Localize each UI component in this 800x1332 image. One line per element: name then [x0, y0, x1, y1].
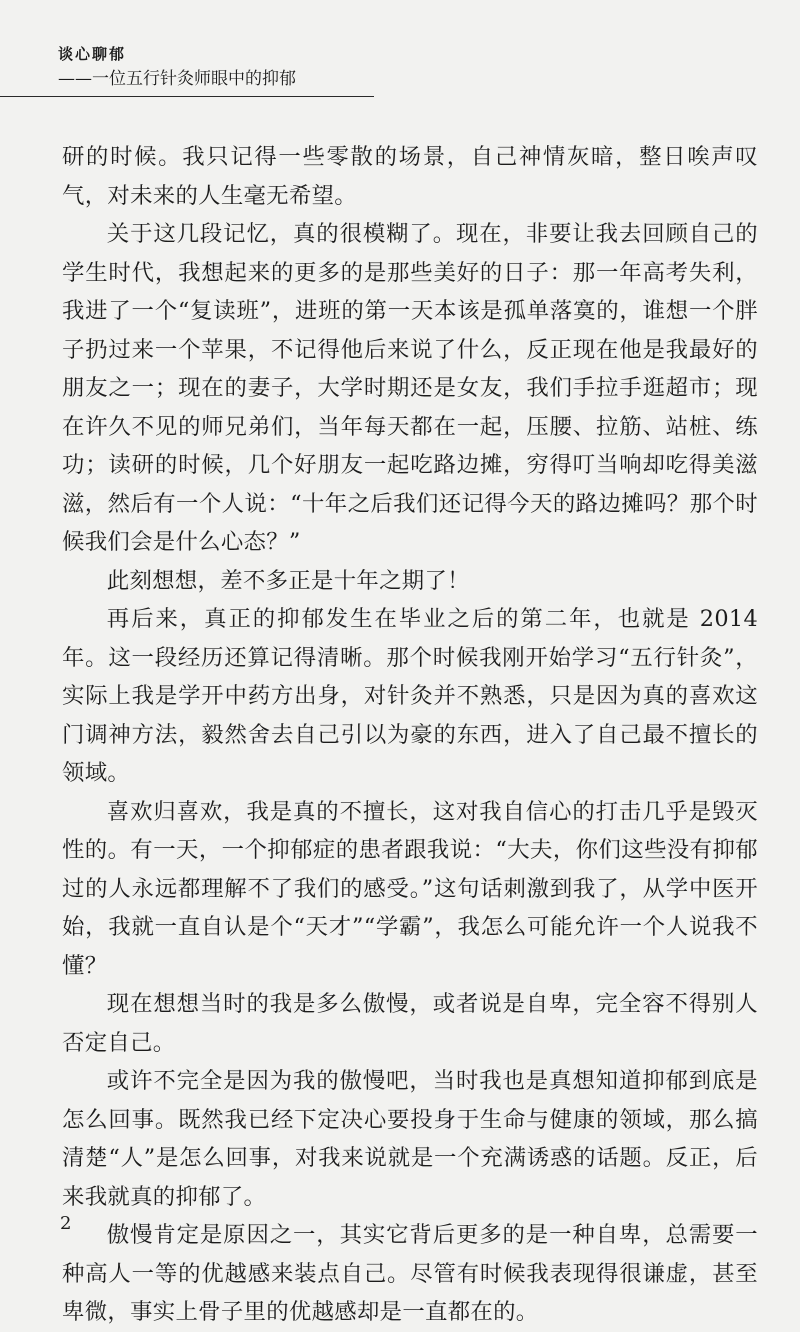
header-rule [0, 96, 374, 97]
book-subtitle: ——一位五行针灸师眼中的抑郁 [58, 69, 296, 89]
page-number: 2 [60, 1213, 72, 1234]
paragraph: 现在想想当时的我是多么傲慢，或者说是自卑，完全容不得别人否定自己。 [62, 991, 758, 1056]
paragraph: 再后来，真正的抑郁发生在毕业之后的第二年，也就是 2014 年。这一段经历还算记得清晰。那个时候我刚开始学习“五行针灸”，实际上我是学开中药方出身，对针灸并不熟悉，只是因为真的喜欢这门调神方法，毅然舍去自己引以为豪的东西，进入了自己最不擅长的领域。 [62, 606, 758, 786]
paragraph: 喜欢归喜欢，我是真的不擅长，这对我自信心的打击几乎是毁灭性的。有一天，一个抑郁症的患者跟我说：“大夫，你们这些没有抑郁过的人永远都理解不了我们的感受。”这句话刺激到我了，从学中医开始，我就一直自认是个“天才”“学霸”，我怎么可能允许一个人说我不懂？ [62, 798, 758, 979]
paragraph: 关于这几段记忆，真的很模糊了。现在，非要让我去回顾自己的学生时代，我想起来的更多的是那些美好的日子：那一年高考失利，我进了一个“复读班”，进班的第一天本该是孤单落寞的，谁想一个胖子扔过来一个苹果，不记得他后来说了什么，反正现在他是我最好的朋友之一；现在的妻子，大学时期还是女友，我们手拉手逛超市；现在许久不见的师兄弟们，当年每天都在一起，压腰、拉筋、站桩、练功；读研的时候，几个好朋友一起吃路边摊，穷得叮当响却吃得美滋滋，然后有一个人说：“十年之后我们还记得今天的路边摊吗？那个时候我们会是什么心态？” [62, 221, 758, 555]
paragraph: 或许不完全是因为我的傲慢吧，当时我也是真想知道抑郁到底是怎么回事。既然我已经下定决心要投身于生命与健康的领域，那么搞清楚“人”是怎么回事，对我来说就是一个充满诱惑的话题。反正，后来我就真的抑郁了。 [62, 1068, 758, 1210]
running-header [58, 44, 320, 90]
body-text [62, 138, 758, 1332]
paragraph: 此刻想想，差不多正是十年之期了！ [106, 567, 470, 594]
paragraph-continued: 研的时候。我只记得一些零散的场景，自己神情灰暗，整日唉声叹气，对未来的人生毫无希望。 [62, 144, 758, 209]
paragraph: 傲慢肯定是原因之一，其实它背后更多的是一种自卑，总需要一种高人一等的优越感来装点自己。尽管有时候我表现得很谦虚，甚至卑微，事实上骨子里的优越感却是一直都在的。 [62, 1222, 758, 1325]
book-title: 谈心聊郁 [58, 45, 127, 63]
